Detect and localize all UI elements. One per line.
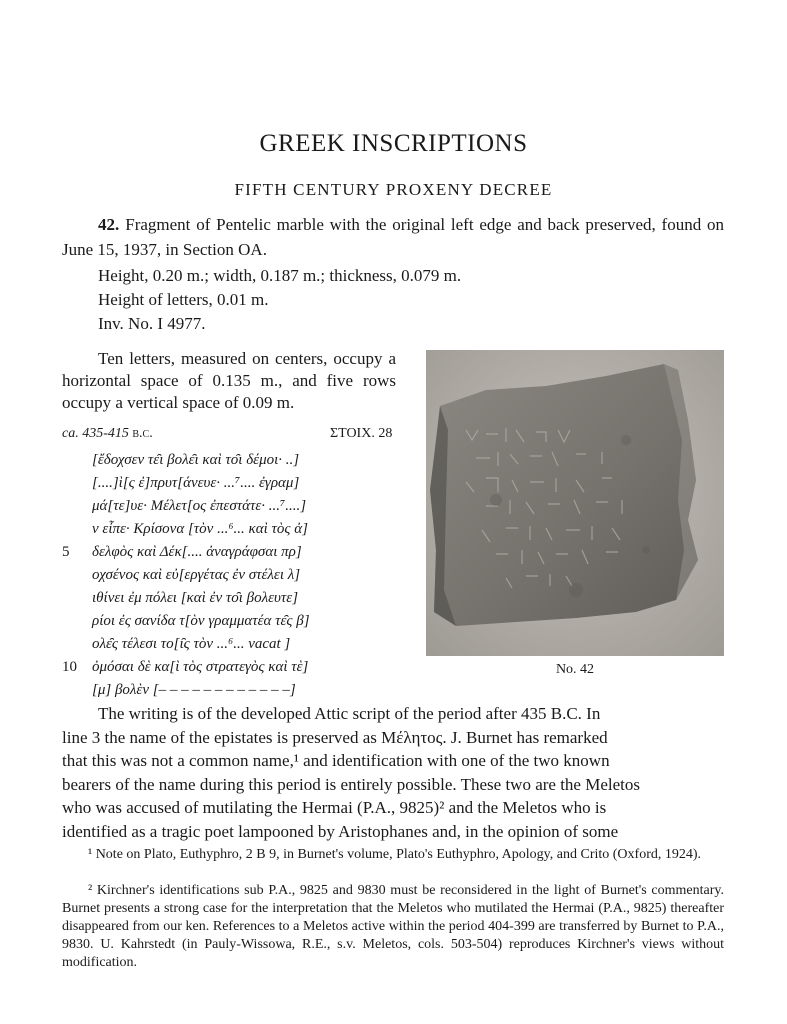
date-range: ca. 435-415: [62, 426, 129, 441]
body-line: line 3 the name of the epistates is preserved as Μέλητος. J. Burnet has remarked: [62, 727, 608, 747]
body-text: [62, 702, 724, 843]
spacing-note: [62, 348, 396, 414]
entry-section: OA: [238, 240, 263, 259]
entry-number: 42.: [98, 215, 120, 234]
marble-fragment-image: [426, 350, 724, 656]
entry-description: Fragment of Pentelic marble with the original left edge and back preserved, found on June 15, 1937, in Section: [62, 215, 724, 259]
body-line: bearers of the name during this period is entirely possible. These two are the Meletos: [62, 774, 640, 794]
section-subtitle: FIFTH CENTURY PROXENY DECREE: [234, 180, 553, 199]
page-title: GREEK INSCRIPTIONS: [259, 130, 528, 157]
date-line: [62, 426, 153, 442]
measurement-inventory: Inv. No. I 4977.: [98, 314, 206, 333]
body-line: who was accused of mutilating the Hermai (P.A., 9825)² and the Meletos who is: [62, 798, 607, 817]
body-line: that this was not a common name,¹ and identification with one of the two known: [62, 751, 610, 770]
body-line: identified as a tragic poet lampooned by Aristophanes and, in the opinion of some: [62, 821, 619, 841]
photo-caption: No. 42: [555, 662, 595, 677]
inscription-photo: [426, 350, 724, 656]
measurement-dimensions: Height, 0.20 m.; width, 0.187 m.; thickness, 0.079 m.: [98, 266, 462, 285]
body-line: The writing is of the developed Attic script of the period after 435 B.C. In: [98, 704, 601, 723]
entry-intro: [62, 212, 724, 262]
footnote-1: ¹ Note on Plato, Euthyphro, 2 B 9, in Burnet's volume, Plato's Euthyphro, Apology, and Crito (Oxford, 1924).: [88, 847, 702, 862]
entry-period: .: [262, 240, 267, 259]
date-era: b.c.: [132, 426, 153, 441]
footnote-2: ² Kirchner's identifications sub P.A., 9825 and 9830 must be reconsidered in the light of Burnet's commentary. Burnet presents a strong case for the interpretation that the Meletos who mutilated the Hermai (P.A., 9825) thereafter disappeared from our ken. References to a Meletos active within the period 404-399 are transferred by Burnet to P.A., 9830. U. Kahrstedt (in Pauly-Wissowa, R.E., s.v. Meletos, cols. 503-504) reproduces Kirchner's views without modification.: [62, 883, 724, 970]
measurement-letters: Height of letters, 0.01 m.: [98, 290, 269, 309]
stoichedon-label: ΣΤΟΙΧ. 28: [330, 426, 393, 441]
spacing-note-text: Ten letters, measured on centers, occupy a horizontal space of 0.135 m., and five rows occupy a vertical space of 0.09 m.: [62, 349, 396, 412]
